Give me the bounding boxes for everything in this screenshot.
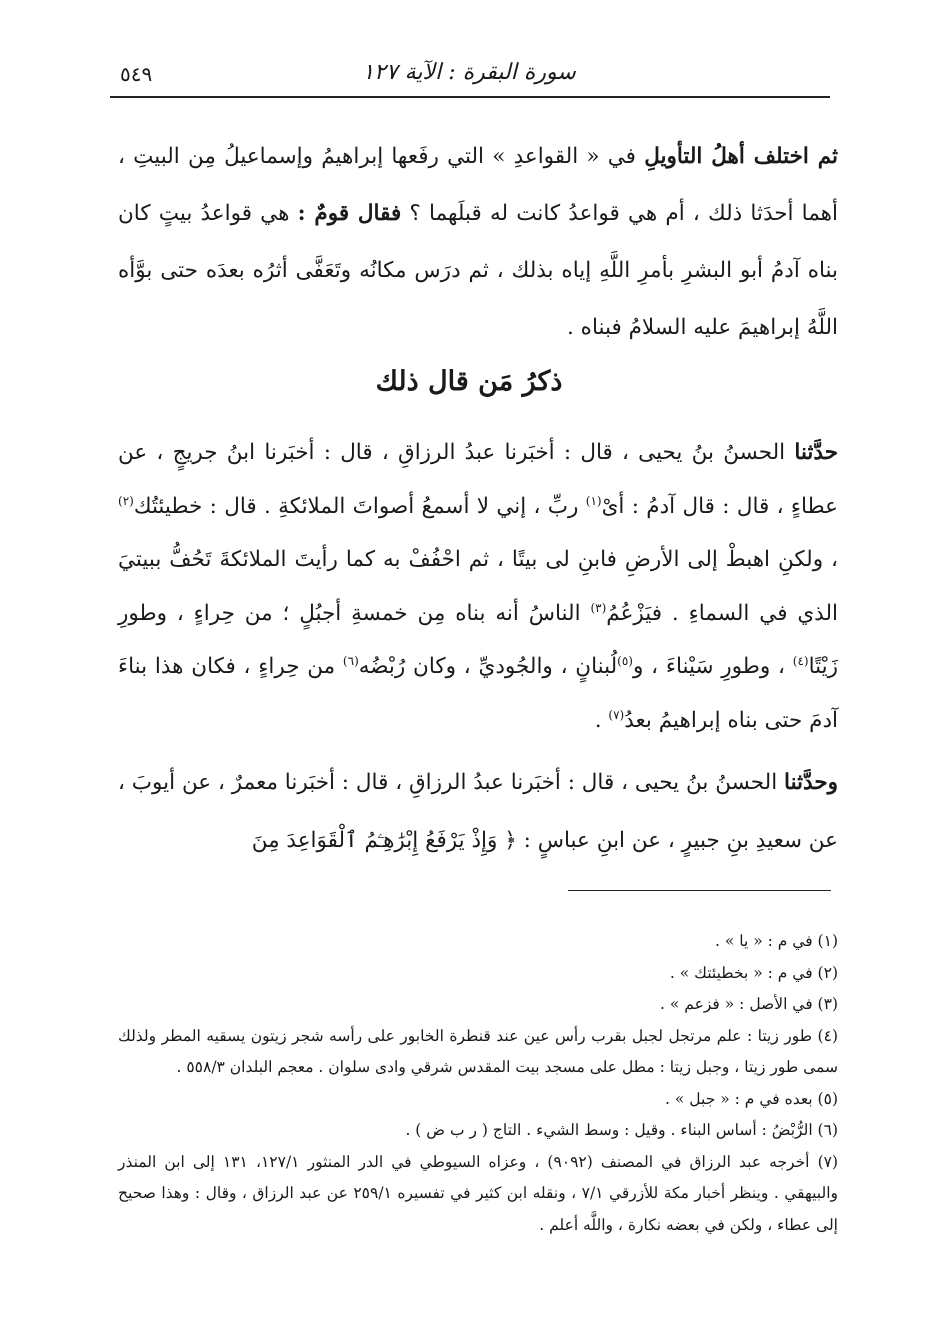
intro-text-2: هي قواعدُ بيتٍ كان بناه آدمُ أبو البشرِ بأمرِ اللَّهِ إياه بذلك ، ثم درَس مكانُه وتَعَفَّى أثرُه بعدَه حتى بوَّأه اللَّهُ إبراهيمَ عليه السلامُ فبناه . — [118, 201, 838, 340]
page-number: ٥٤٩ — [120, 62, 153, 86]
running-title: سورة البقرة : الآية ١٢٧ — [362, 60, 576, 85]
running-header — [110, 58, 828, 94]
footnote-ref-6: (٦) — [342, 653, 359, 668]
hadith-1-part8: . — [594, 707, 609, 733]
footnote: (٥) بعده في م : « جبل » . — [665, 1089, 838, 1108]
intro-bold-2: فقال قومٌ : — [297, 201, 402, 226]
intro-paragraph — [118, 128, 838, 356]
footnote-ref-7: (٧) — [608, 707, 625, 722]
hadith-1-part2: ربِّ ، إني لا أسمعُ أصواتَ الملائكةِ . قال : خطيئتُك — [133, 493, 586, 519]
hadith-1-part1: الحسنُ بنُ يحيى ، قال : أخبَرنا عبدُ الرزاقِ ، قال : أخبَرنا ابنُ جريجٍ ، عن عطاءٍ ، قال : قال آدمُ : أىْ — [118, 440, 839, 519]
hadith-1-part6: لُبنانٍ ، والجُوديِّ ، وكان رُبْضُه — [358, 654, 618, 679]
hadith-1-part7: من حِراءٍ ، فكان هذا بناءَ آدمَ حتى بناه إبراهيمُ بعدُ — [118, 654, 838, 733]
footnote: (٣) في الأصل : « فزعم » . — [660, 995, 838, 1013]
intro-lead: ثم اختلف أهلُ التأويلِ — [644, 144, 839, 169]
footnote: (١) في م : « يا » . — [714, 932, 838, 950]
footnote-ref-2: (٢) — [118, 493, 134, 508]
footnote-ref-1: (١) — [585, 493, 602, 508]
footnote-separator — [568, 890, 831, 891]
footnote-ref-5: (٥) — [617, 653, 633, 668]
hadith-1-part4: الناسُ أنه بناه مِن خمسةِ أجبُلٍ ؛ من حِراءٍ ، وطورِ زَيْتًا — [118, 600, 838, 679]
footnote-ref-4: (٤) — [792, 653, 809, 668]
footnote: (٤) طور زيتا : علم مرتجل لجبل بقرب رأس عين عند قنطرة الخابور على رأسه شجر زيتون يسقيه المطر ولذلك سمى طور زيتا ، وجبل زيتا : مطل على مسجد بيت المقدس شرقي وادى سلوان . معجم البلدان ٥٥٨/٣ . — [118, 1026, 838, 1076]
footnote: (٦) الرُّبْضُ : أساس البناء . وقيل : وسط الشيء . التاج ( ر ب ض ) . — [405, 1121, 838, 1139]
footnotes — [118, 926, 838, 1241]
hadith-1-lead: حدَّثنا — [794, 440, 838, 465]
header-rule — [110, 96, 830, 98]
hadith-2-text: الحسنُ بنُ يحيى ، قال : أخبَرنا عبدُ الرزاقِ ، قال : أخبَرنا معمرٌ ، عن أيوبَ ، عن سعيدِ بنِ جبيرٍ ، عن ابنِ عباسٍ : ﴿ وَإِذْ يَرْفَعُ إِبْرَٰهِـۧمُ ٱلْقَوَاعِدَ مِنَ — [118, 770, 838, 853]
intro-text-1: في « القواعدِ » التي رفَعها إبراهيمُ وإسماعيلُ مِن البيتِ ، أهما أحدَثا ذلك ، أم هي قواعدُ كانت له قبلَهما ؟ — [118, 144, 838, 226]
footnote: (٢) في م : « بخطيئتك » . — [669, 963, 838, 982]
hadith-1-part3: ، ولكنِ اهبطْ إلى الأرضِ فابنِ لى بيتًا ، ثم احْفُفْ به كما رأيتَ الملائكةَ تَحُفُّ ببيتيَ الذي في السماءِ . فيَزْعُمُ — [118, 547, 838, 626]
hadith-1-paragraph — [118, 426, 838, 747]
hadith-2-paragraph — [118, 754, 838, 870]
footnote-ref-3: (٣) — [590, 600, 607, 615]
footnote: (٧) أخرجه عبد الرزاق في المصنف (٩٠٩٢) ، وعزاه السيوطي في الدر المنثور ١٢٧/١، ١٣١ إلى ابن المنذر والبيهقي . وينظر أخبار مكة للأزرقي ٧/١ ، ونقله ابن كثير في تفسيره ٢٥٩/١ عن عبد الرزاق ، وقال : وهذا صحيح إلى عطاء ، ولكن في بعضه نكارة ، واللَّه أعلم . — [118, 1152, 839, 1234]
hadith-2-lead: وحدَّثنا — [784, 770, 838, 795]
section-heading: ذكرُ مَن قال ذلك — [375, 366, 563, 397]
hadith-1-part5: ، وطورِ سَيْناءَ ، و — [632, 654, 793, 679]
